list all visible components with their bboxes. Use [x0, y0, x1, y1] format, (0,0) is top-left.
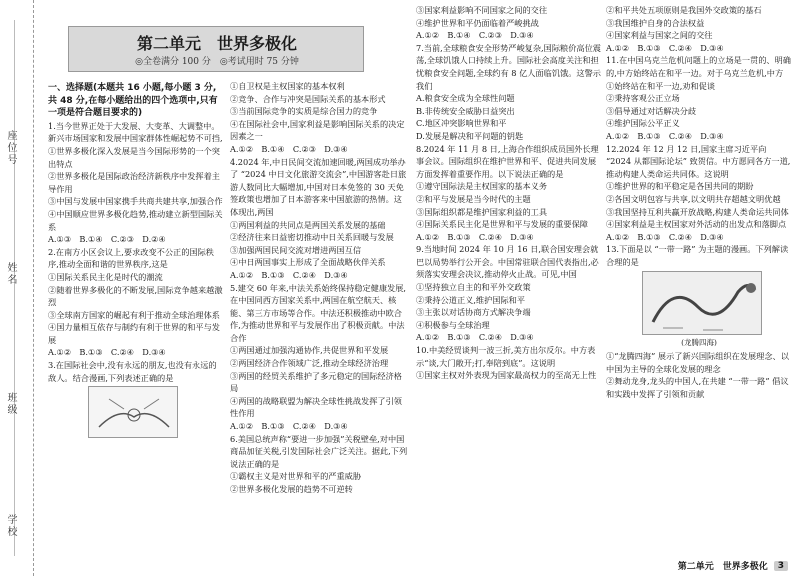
choice-line: A.①② B.①③ C.②④ D.③④ — [606, 231, 724, 242]
option-line: ③主张以对话协商方式解决争端 — [416, 307, 531, 318]
choice-line: A.①② B.①③ C.②④ D.③④ — [48, 347, 166, 358]
option-line: ①国际关系民主化是时代的潮流 — [48, 271, 163, 282]
option-line: ③倡导通过对话解决分歧 — [606, 105, 697, 116]
option-line: ④积极参与全球治理 — [416, 319, 490, 330]
column-3 — [416, 4, 602, 382]
page-footer — [678, 559, 788, 572]
name-label: 姓名 — [5, 262, 16, 286]
question-4-stem: 4.2024 年,中日民间交流加速回暖,两国成功举办了 “2024 中日文化旅游交流会”,中国游客赴日旅游人数同比大幅增加,中国对日本免签的 30 天免签政策也增加了日本游客来中国旅游的热情。这体现出,两国 — [230, 156, 407, 217]
option-line: ②两国经济合作领域广泛,推动全球经济治理 — [230, 358, 389, 369]
choice-line: A.①② B.①③ C.②④ D.③④ — [230, 269, 348, 280]
choice-line: A.①② B.①③ C.②④ D.③④ — [416, 332, 534, 343]
option-line: ①两国通过加强沟通协作,共促世界和平发展 — [230, 345, 389, 356]
section-heading: 一、选择题(本题共 16 小题,每小题 3 分,共 48 分,在每小题给出的四个选项中,只有一项是符合题目要求的) — [48, 83, 218, 119]
option-line: ④在国际社会中,国家利益是影响国际关系的决定因素之一 — [230, 118, 405, 142]
option-line: ①自卫权是主权国家的基本权利 — [230, 81, 345, 91]
seat-number-label: 座位号 — [5, 130, 16, 166]
school-label: 学校 — [5, 514, 16, 538]
exam-meta: ◎全卷满分 100 分 ◎考试用时 75 分钟 — [135, 57, 299, 67]
dragon-cartoon — [642, 271, 762, 335]
option-line: ①始终站在和平一边,劝和促谈 — [606, 80, 716, 91]
option-line: ③当前国际竞争的实质是综合国力的竞争 — [230, 106, 378, 117]
option-line: ①维护世界的和平稳定是各国共同的期盼 — [606, 181, 754, 192]
footer-unit: 第二单元 世界多极化 — [677, 562, 768, 572]
option-line: ②竞争、合作与冲突是国际关系的基本形式 — [230, 93, 386, 104]
question-1-stem: 1.当今世界正处于大发展、大变革、大调整中。新兴市场国家和发展中国家群体性崛起势不可挡, — [48, 120, 223, 144]
option-line: ④国力量相互依存与制约有利于世界的和平与发展 — [48, 322, 220, 345]
unit-header — [68, 26, 364, 72]
cartoon-caption: (龙腾四海) — [681, 338, 717, 348]
column-1 — [48, 82, 224, 440]
choice-line: A.①② B.①③ C.②④ D.③④ — [416, 231, 534, 242]
option-line: ④国际关系民主化是世界和平与发展的重要保障 — [416, 219, 588, 230]
option-line: ④两国的战略联盟为解决全球性挑战发挥了引领性作用 — [230, 395, 402, 419]
option-line: ④国家利益是主权国家对外活动的出发点和落脚点 — [606, 219, 787, 230]
choice-line: A.①② B.①④ C.②③ D.③④ — [416, 30, 534, 41]
choice-line: A.①② B.①③ C.②④ D.③④ — [606, 130, 724, 141]
column-2 — [230, 80, 408, 496]
option-line: ②经济往来日益密切推动中日关系回暖与发展 — [230, 232, 394, 243]
handshake-cartoon-drawing — [89, 387, 179, 439]
option-line: ④中日两国事实上形成了全面战略伙伴关系 — [230, 257, 386, 268]
question-7-stem: 7.当前,全球粮食安全形势严峻复杂,国际粮价高位震荡,全球饥饿人口持续上升。国际社会高度关注和担忧粮食安全问题,全球约有 8 亿人面临饥饿。这警示我们 — [416, 42, 601, 91]
option-line: ①两国利益的共同点是两国关系发展的基础 — [230, 219, 386, 230]
option-line: ③中国与发展中国家携手共商共建共享,加强合作 — [48, 196, 223, 207]
option-line: ①世界多极化深入发展是当今国际形势的一个突出特点 — [48, 145, 220, 169]
option-line: ③两国的经贸关系维护了多元稳定的国际经济格局 — [230, 370, 402, 394]
option-line: ④中国顺应世界多极化趋势,推动建立新型国际关系 — [48, 208, 223, 232]
option-line: C.地区冲突影响世界和平 — [416, 118, 507, 129]
dragon-cartoon-drawing — [643, 272, 763, 336]
question-6-stem: 6.美国总统声称“要进一步加强”关税壁垒,对中国商品加征关税,引发国际社会广泛关注。据此,下列说法正确的是 — [230, 433, 408, 469]
cut-line — [14, 20, 15, 556]
choice-line: A.①③ B.①④ C.②③ D.②④ — [48, 234, 166, 245]
unit-title: 第二单元 世界多极化 — [136, 34, 297, 53]
option-line: ②世界多极化发展的趋势不可逆转 — [230, 484, 353, 494]
option-line: D.发展是解决和平问题的钥匙 — [416, 130, 524, 141]
option-line: ②世界多极化是国际政治经济新秩序中发挥着主导作用 — [48, 171, 220, 194]
column-4 — [606, 4, 792, 400]
class-label: 班级 — [5, 392, 16, 416]
choice-line: A.①② B.①③ C.②④ D.③④ — [606, 42, 724, 53]
question-12-stem: 12.2024 年 12 月 12 日,国家主席习近平向 “2024 从都国际论坛” 致贺信。中方愿同各方一道,推动构建人类命运共同体。这说明 — [606, 143, 791, 179]
option-line: ①坚持独立自主的和平外交政策 — [416, 282, 531, 293]
question-13-stem: 13.下面是以 “一带一路” 为主题的漫画。下列解读合理的是 — [606, 244, 789, 267]
option-line: ③国家利益影响不同国家之间的交往 — [416, 5, 548, 15]
option-line: ②和平与发展是当今时代的主题 — [416, 193, 531, 204]
question-11-stem: 11.在中国乌克兰危机问题上的立场是一贯的、明确的,中方始终站在和平一边。对于乌克兰危机,中方 — [606, 55, 791, 78]
question-5-stem: 5.建交 60 年来,中法关系始终保持稳定健康发展,在中国同西方国家关系中,两国在航空航天、核能、第三方市场等合作。中法还积极推动中欧合作,为推动世界和平与发展作出了积极贡献。中法合作 — [230, 282, 407, 343]
option-line: ③国际组织都是维护国家利益的工具 — [416, 206, 548, 217]
question-10-stem: 10.中美经贸谈判一波三折,美方出尔反尔。中方表示“谈,大门敞开;打,奉陪到底”。这说明 — [416, 345, 596, 368]
option-line: ①霸权主义是对世界和平的严重威胁 — [230, 471, 362, 482]
option-line: ③全球南方国家的崛起有利于推动全球治理体系 — [48, 309, 220, 320]
option-line: ③加强两国民间交流对增进两国互信 — [230, 244, 362, 255]
option-line: ③我国坚持互利共赢开放战略,构建人类命运共同体 — [606, 206, 789, 217]
option-line: ②舞动龙身,龙头的中国人,在共建 “一带一路” 倡议和实践中发挥了引领和贡献 — [606, 376, 789, 399]
choice-line: A.①② B.①③ C.②④ D.③④ — [230, 421, 348, 432]
handshake-cartoon — [88, 386, 178, 438]
option-line: ④维护国际公平正义 — [606, 118, 680, 129]
question-3-stem: 3.在国际社会中,没有永远的朋友,也没有永远的敌人。结合漫画,下列表述正确的是 — [48, 360, 217, 383]
question-9-stem: 9.当地时间 2024 年 10 月 16 日,联合国安理会就巴以局势举行公开会。中国常驻联合国代表指出,必须落实安理会决议,推动停火止战。可见,中国 — [416, 244, 599, 280]
option-line: ①遵守国际法是主权国家的基本义务 — [416, 181, 548, 192]
question-8-stem: 8.2024 年 11 月 8 日,上海合作组织成员国外长理事会议。国际组织在维护世界和平、促进共同发展方面发挥着重要作用。以下说法正确的是 — [416, 143, 599, 179]
option-line: ②秉持公道正义,维护国际和平 — [416, 294, 526, 305]
option-line: ②各国文明包容与共享,以文明共存超越文明优越 — [606, 193, 781, 204]
option-line: B.非传统安全威胁日益突出 — [416, 105, 515, 116]
question-2-stem: 2.在南方小区会议上,要求改变不公正的国际秩序,推动全面和谐的世界秩序,这是 — [48, 246, 214, 270]
option-line: ④维护世界和平仍面临着严峻挑战 — [416, 17, 539, 28]
option-line: A.粮食安全成为全球性问题 — [416, 93, 515, 104]
option-line: ②和平共处五项原则是我国外交政策的基石 — [606, 5, 762, 15]
option-line: ①“龙腾四海” 展示了新兴国际组织在发展理念、以中国为主导的全球化发展的理念 — [606, 351, 789, 374]
option-line: ③我国维护自身的合法权益 — [606, 17, 705, 28]
option-line: ①国家主权对外表现为国家最高权力的至高无上性 — [416, 370, 597, 381]
option-line: ②秉持客观公正立场 — [606, 93, 680, 104]
binding-margin — [0, 0, 34, 576]
option-line: ④国家利益与国家之间的交往 — [606, 30, 713, 41]
option-line: ②随着世界多极化的不断发展,国际竞争越来越激烈 — [48, 284, 223, 308]
page-number: 3 — [774, 561, 788, 571]
choice-line: A.①② B.①④ C.②③ D.③④ — [230, 143, 348, 154]
